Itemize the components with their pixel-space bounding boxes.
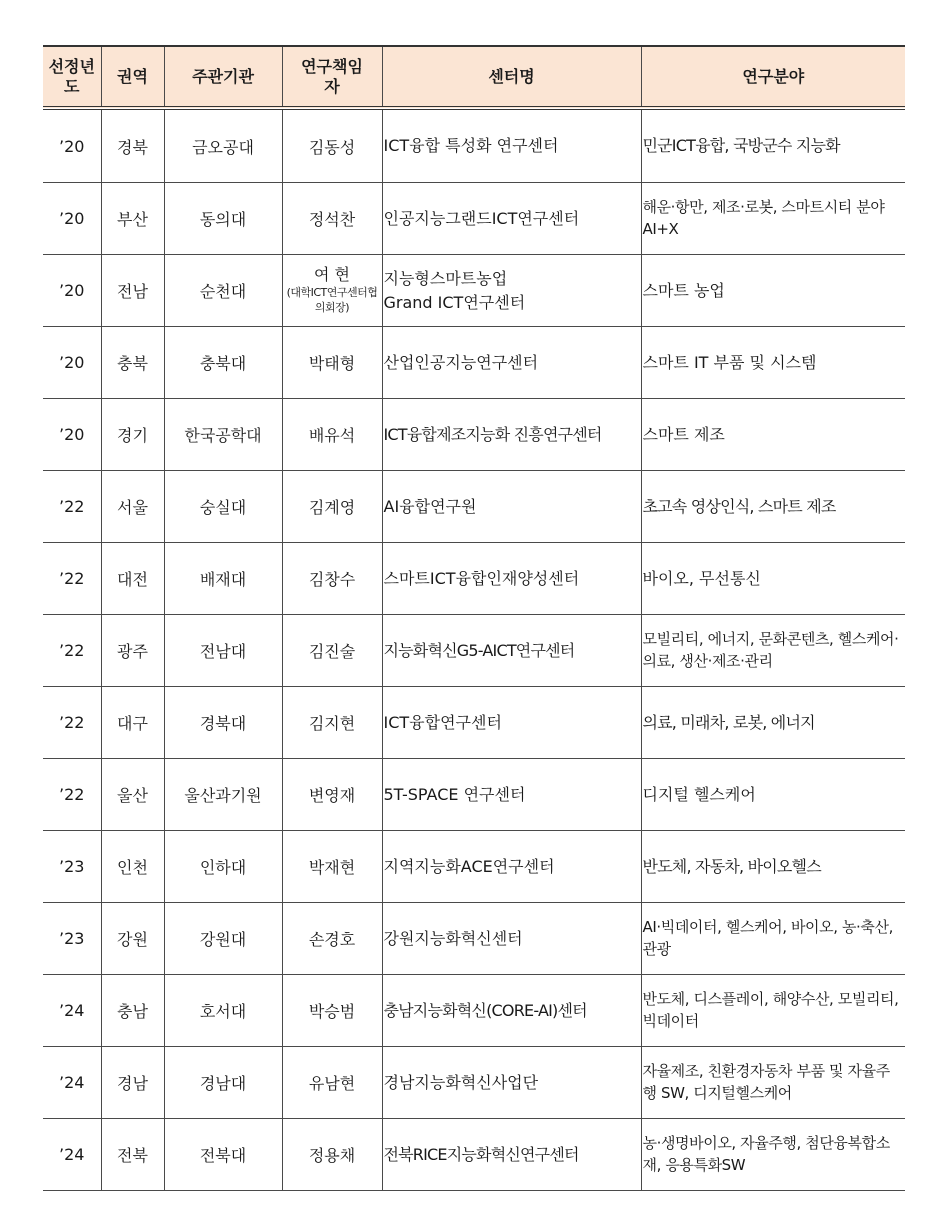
center-cell: ICT융합 특성화 연구센터 [382, 108, 641, 183]
year-cell: ’24 [43, 975, 101, 1047]
table-row [43, 108, 905, 183]
center-cell: 5T-SPACE 연구센터 [382, 759, 641, 831]
pi-cell: 정석찬 [282, 183, 382, 255]
field-cell: 스마트 제조 [641, 399, 905, 471]
center-line-1: 지능형스마트농업 [383, 269, 508, 289]
center-line-2: Grand ICT연구센터 [383, 292, 526, 312]
year-cell: ’23 [43, 903, 101, 975]
pi-cell: 배유석 [282, 399, 382, 471]
pi-cell: 유남현 [282, 1047, 382, 1119]
table-row [43, 975, 905, 1047]
field-cell: 자율제조, 친환경자동차 부품 및 자율주행 SW, 디지털헬스케어 [641, 1047, 905, 1119]
org-cell: 동의대 [164, 183, 282, 255]
year-cell: ’22 [43, 471, 101, 543]
field-cell: AI·빅데이터, 헬스케어, 바이오, 농·축산, 관광 [641, 903, 905, 975]
org-cell: 한국공학대 [164, 399, 282, 471]
center-cell: ICT융합연구센터 [382, 687, 641, 759]
org-cell: 경남대 [164, 1047, 282, 1119]
region-cell: 충북 [101, 327, 164, 399]
center-cell [382, 255, 641, 327]
region-cell: 전남 [101, 255, 164, 327]
year-cell: ’23 [43, 831, 101, 903]
header-center: 센터명 [382, 46, 641, 108]
header-region: 권역 [101, 46, 164, 108]
field-cell: 디지털 헬스케어 [641, 759, 905, 831]
year-cell: ’24 [43, 1119, 101, 1191]
center-cell: 지역지능화ACE연구센터 [382, 831, 641, 903]
field-cell: 의료, 미래차, 로봇, 에너지 [641, 687, 905, 759]
pi-cell [282, 255, 382, 327]
region-cell: 대구 [101, 687, 164, 759]
center-cell: 경남지능화혁신사업단 [382, 1047, 641, 1119]
field-cell: 민군ICT융합, 국방군수 지능화 [641, 108, 905, 183]
table-row [43, 183, 905, 255]
year-cell: ’22 [43, 615, 101, 687]
region-cell: 광주 [101, 615, 164, 687]
field-cell: 스마트 농업 [641, 255, 905, 327]
org-cell: 전북대 [164, 1119, 282, 1191]
header-row [43, 46, 905, 108]
header-pi: 연구책임자 [282, 46, 382, 108]
table-row [43, 543, 905, 615]
center-cell: 충남지능화혁신(CORE-AI)센터 [382, 975, 641, 1047]
table-row [43, 687, 905, 759]
region-cell: 강원 [101, 903, 164, 975]
field-cell: 반도체, 디스플레이, 해양수산, 모빌리티, 빅데이터 [641, 975, 905, 1047]
table-row [43, 615, 905, 687]
pi-cell: 박태형 [282, 327, 382, 399]
region-cell: 인천 [101, 831, 164, 903]
pi-cell: 박재현 [282, 831, 382, 903]
region-cell: 부산 [101, 183, 164, 255]
org-cell: 호서대 [164, 975, 282, 1047]
region-cell: 경북 [101, 108, 164, 183]
pi-cell: 김진술 [282, 615, 382, 687]
table-row [43, 1047, 905, 1119]
table-row [43, 1119, 905, 1191]
pi-name: 여 현 [314, 265, 350, 285]
pi-cell: 변영재 [282, 759, 382, 831]
year-cell: ’20 [43, 327, 101, 399]
org-cell: 강원대 [164, 903, 282, 975]
region-cell: 서울 [101, 471, 164, 543]
pi-cell: 박승범 [282, 975, 382, 1047]
year-cell: ’20 [43, 255, 101, 327]
org-cell: 울산과기원 [164, 759, 282, 831]
year-cell: ’24 [43, 1047, 101, 1119]
table-row [43, 903, 905, 975]
table-row [43, 831, 905, 903]
table-row [43, 471, 905, 543]
pi-note: (대학ICT연구센터협의회장) [286, 286, 378, 314]
region-cell: 울산 [101, 759, 164, 831]
year-cell: ’20 [43, 399, 101, 471]
pi-cell: 김지현 [282, 687, 382, 759]
table-row [43, 327, 905, 399]
year-cell: ’22 [43, 759, 101, 831]
org-cell: 순천대 [164, 255, 282, 327]
field-cell: 반도체, 자동차, 바이오헬스 [641, 831, 905, 903]
field-cell: 농·생명바이오, 자율주행, 첨단융복합소재, 응용특화SW [641, 1119, 905, 1191]
field-cell: 초고속 영상인식, 스마트 제조 [641, 471, 905, 543]
field-cell: 바이오, 무선통신 [641, 543, 905, 615]
pi-cell: 김동성 [282, 108, 382, 183]
center-cell: AI융합연구원 [382, 471, 641, 543]
field-cell: 스마트 IT 부품 및 시스템 [641, 327, 905, 399]
center-cell: 인공지능그랜드ICT연구센터 [382, 183, 641, 255]
year-cell: ’20 [43, 108, 101, 183]
org-cell: 배재대 [164, 543, 282, 615]
region-cell: 대전 [101, 543, 164, 615]
region-cell: 경기 [101, 399, 164, 471]
pi-cell: 김계영 [282, 471, 382, 543]
pi-cell: 김창수 [282, 543, 382, 615]
year-cell: ’20 [43, 183, 101, 255]
region-cell: 충남 [101, 975, 164, 1047]
center-cell: 스마트ICT융합인재양성센터 [382, 543, 641, 615]
research-center-table [43, 45, 905, 1191]
year-cell: ’22 [43, 543, 101, 615]
table-row [43, 399, 905, 471]
org-cell: 경북대 [164, 687, 282, 759]
center-cell: 전북RICE지능화혁신연구센터 [382, 1119, 641, 1191]
region-cell: 경남 [101, 1047, 164, 1119]
org-cell: 금오공대 [164, 108, 282, 183]
center-cell: ICT융합제조지능화 진흥연구센터 [382, 399, 641, 471]
center-cell: 강원지능화혁신센터 [382, 903, 641, 975]
table-row [43, 759, 905, 831]
year-cell: ’22 [43, 687, 101, 759]
center-cell: 지능화혁신G5-AICT연구센터 [382, 615, 641, 687]
pi-cell: 손경호 [282, 903, 382, 975]
field-cell: 해운·항만, 제조·로봇, 스마트시티 분야 AI+X [641, 183, 905, 255]
field-cell: 모빌리티, 에너지, 문화콘텐츠, 헬스케어·의료, 생산·제조·관리 [641, 615, 905, 687]
table-row [43, 255, 905, 327]
header-field: 연구분야 [641, 46, 905, 108]
pi-cell: 정용채 [282, 1119, 382, 1191]
org-cell: 숭실대 [164, 471, 282, 543]
org-cell: 전남대 [164, 615, 282, 687]
org-cell: 인하대 [164, 831, 282, 903]
header-year: 선정년도 [43, 46, 101, 108]
header-org: 주관기관 [164, 46, 282, 108]
center-cell: 산업인공지능연구센터 [382, 327, 641, 399]
region-cell: 전북 [101, 1119, 164, 1191]
org-cell: 충북대 [164, 327, 282, 399]
